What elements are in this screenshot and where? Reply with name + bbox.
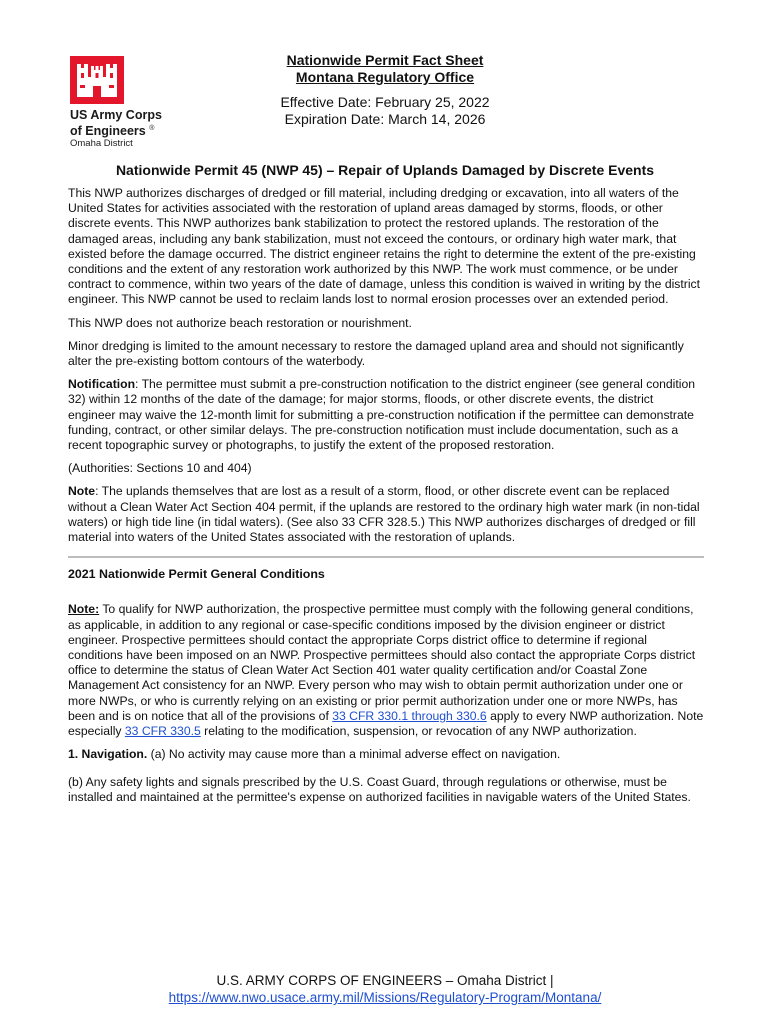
document-body [68, 186, 704, 813]
registered-mark: ® [149, 125, 155, 132]
logo-text-line2: of Engineers ® [70, 124, 155, 139]
effective-date: Effective Date: February 25, 2022 [280, 94, 490, 110]
note-label: Note [68, 484, 96, 499]
document-header [230, 52, 540, 128]
permit-paragraph-3: Minor dredging is limited to the amount necessary to restore the damaged upland area and should not significantly alter the pre-existing bottom contours of the waterbody. [68, 338, 684, 369]
office-title: Montana Regulatory Office [295, 69, 475, 85]
note-paragraph: Note: The uplands themselves that are lost as a result of a storm, flood, or other discrete event can be replaced without a Clean Water Act Section 404 permit, if the uplands are restored to the ordinary high water mark (in non-tidal waters) or high tide line (in tidal waters). (See also 33 CFR 328.5.) This NWP authorizes discharges of dredged or fill material into waters of the United States associated with the restoration of uplands. [68, 484, 700, 545]
authorities-paragraph: (Authorities: Sections 10 and 404) [68, 461, 252, 476]
cfr-330-5-link[interactable]: 33 CFR 330.5 [124, 724, 201, 739]
gc-note-label: Note: [68, 602, 100, 617]
page-footer [68, 972, 702, 1006]
section-divider [68, 556, 704, 558]
cfr-330-1-link[interactable]: 33 CFR 330.1 through 330.6 [332, 708, 487, 723]
footer-org: U.S. ARMY CORPS OF ENGINEERS – Omaha District | [216, 973, 554, 988]
castle-icon [70, 56, 124, 104]
navigation-condition-b: (b) Any safety lights and signals prescribed by the U.S. Coast Guard, through regulations or otherwise, must be installed and maintained at the permittee's expense on authorized facilities in navigable waters of the United States. [68, 774, 691, 804]
fact-sheet-title: Nationwide Permit Fact Sheet [286, 52, 484, 68]
general-conditions-title: 2021 Nationwide Permit General Conditions [68, 567, 325, 582]
permit-paragraph-2: This NWP does not authorize beach restoration or nourishment. [68, 315, 412, 330]
navigation-label: 1. Navigation. [68, 747, 148, 762]
logo-text-line1: US Army Corps [70, 108, 162, 122]
general-conditions-note: Note: To qualify for NWP authorization, the prospective permittee must comply with the following general conditions, as applicable, in addition to any regional or case-specific conditions imposed by the division engineer or district engineer. Prospective permittees should contact the appropriate Corps district office to determine if regional conditions have been imposed on an NWP. Prospective permittees should also contact the appropriate Corps district office to determine the status of Clean Water Act Section 401 water quality certification and/or Coastal Zone Management Act consistency for an NWP. Every person who may wish to obtain permit authorization under one or more NWPs, or who is currently relying on an existing or prior permit authorization under one or more NWPs, has been and is on notice that all of the provisions of 33 CFR 330.1 through 330.6 apply to every NWP authorization. Note especially 33 CFR 330.5 relating to the modification, suspension, or revocation of any NWP authorization. [68, 602, 704, 739]
footer-url-link[interactable]: https://www.nwo.usace.army.mil/Missions/Regulatory-Program/Montana/ [168, 990, 602, 1005]
logo-district: Omaha District [70, 138, 133, 150]
usace-logo [70, 56, 180, 150]
notification-paragraph: Notification: The permittee must submit a pre-construction notification to the district engineer (see general condition 32) within 12 months of the date of the damage; for major storms, floods, or other discrete events, the district engineer may waive the 12-month limit for submitting a pre-construction notification if the permittee can demonstrate funding, contract, or other similar delays. The pre-construction notification must include documentation, such as a recent topographic survey or photographs, to justify the extent of the proposed restoration. [68, 377, 696, 453]
permit-title: Nationwide Permit 45 (NWP 45) – Repair of Uplands Damaged by Discrete Events [115, 162, 655, 178]
expiration-date: Expiration Date: March 14, 2026 [284, 111, 486, 127]
navigation-condition-a: 1. Navigation. (a) No activity may cause more than a minimal adverse effect on navigation. [68, 747, 561, 762]
notification-label: Notification [68, 377, 136, 392]
permit-paragraph-1: This NWP authorizes discharges of dredged or fill material, including dredging or excavation, into all waters of the United States for activities associated with the restoration of upland areas damaged by storms, floods, or other discrete events. This NWP authorizes bank stabilization to protect the restored uplands. The restoration of the damaged areas, including any bank stabilization, must not exceed the contours, or ordinary high water mark, that existed before the damage occurred. The district engineer retains the right to determine the extent of the pre-existing conditions and the extent of any restoration work authorized by this NWP. The work must commence, or be under contract to commence, within two years of the date of damage, unless this condition is waived in writing by the district engineer. This NWP cannot be used to reclaim lands lost to normal erosion processes over an extended period. [68, 186, 701, 307]
